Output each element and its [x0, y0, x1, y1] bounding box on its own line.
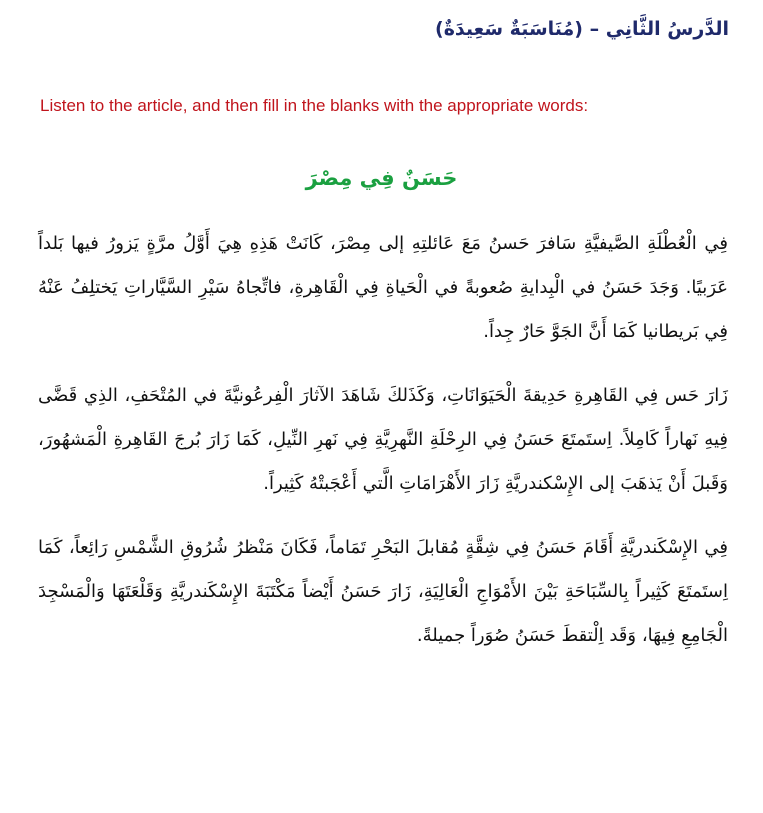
- article-body: [38, 222, 728, 678]
- article-paragraph-2: زَارَ حَس فِي القَاهِرةِ حَدِيقةَ الْحَيَوَانَاتِ، وَكَذَلكَ شَاهَدَ الآثارَ الْفِرعُونيَّةَ في المُتْحَفِ، الذِي قَضَّى فِيهِ نَهاراً كَامِلاً. اِستَمتَعَ حَسَنُ فِي الرِحْلَةِ النَّهرِيَّةِ فِي نَهرِ النِّيلِ، كَمَا زَارَ بُرجَ القَاهِرةِ الْمَشهُورَ، وَقَبلَ أَنْ يَذهَبَ إلى الإِسْكندريَّةِ زَارَ الأَهْرَامَاتِ الَّتي أَعْجَبتْهُ كَثِيراً.: [38, 385, 728, 494]
- lesson-title: الدَّرسُ الثَّانِي – (مُنَاسَبَةٌ سَعِيدَةٌ): [435, 18, 729, 40]
- instruction-text: Listen to the article, and then fill in the blanks with the appropriate words:: [40, 96, 589, 115]
- article-title: حَسَنٌ فِي مِصْرَ: [305, 166, 458, 190]
- article-paragraph-1: فِي الْعُطْلَةِ الصَّيفيَّةِ سَافرَ حَسنُ مَعَ عَائلتِهِ إلى مِصْرَ، كَانَتْ هَذِهِ هِيَ أَوَّلُ مرَّةٍ يَزورُ فيها بَلداً عَرَبيًا. وَجَدَ حَسَنُ في الْبِدايةِ صُعوبةً في الْحَياةِ فِي الْقَاهِرةِ، فاتِّجاهُ سَيْرِ السَّيَّاراتِ يَختلِفُ عَنْهُ فِي بَريطانيا كَمَا أَنَّ الجَوَّ حَارٌ جِداً.: [38, 233, 728, 342]
- article-paragraph-3: فِي الإِسْكَندريَّةِ أَقَامَ حَسَنُ فِي شِقَّةٍ مُقابلَ البَحْرِ تَمَاماً، فَكَانَ مَنْظرُ شُرُوقِ الشَّمْسِ رَائِعاً، كَمَا اِستَمتَعَ كَثِيراً بِالسِّبَاحَةِ بَيْنَ الأَمْوَاجِ الْعَالِيَةِ، زَارَ حَسَنُ أَيْضاً مَكْتَبَةَ الإِسْكَندريَّةِ وَقَلْعَتَهَا وَالْمَسْجِدَ الْجَامِعِ فِيهَا، وَقَد اِلْتقطَ حَسَنُ صُوَراً جميلةً.: [38, 537, 728, 646]
